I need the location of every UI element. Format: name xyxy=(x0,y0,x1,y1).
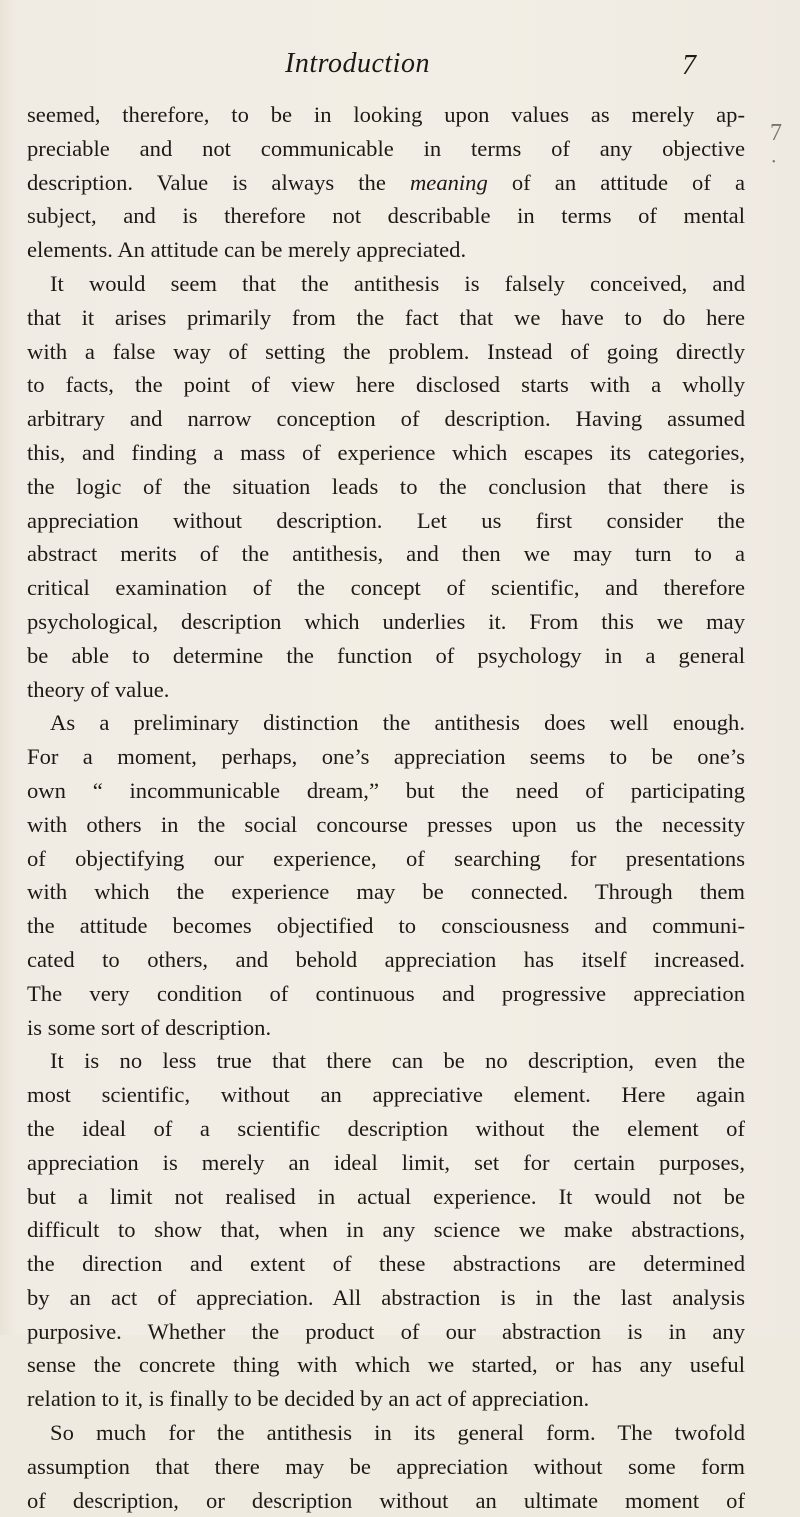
running-title: Introduction xyxy=(285,48,430,79)
text-line: difficult to show that, when in any science we make abstractions, xyxy=(27,1217,745,1243)
text-line: It would seem that the antithesis is falsely conceived, and xyxy=(50,270,745,296)
text-line: of objectifying our experience, of searching for presentations xyxy=(27,845,745,871)
text-line: So much for the antithesis in its general form. The twofold xyxy=(50,1420,745,1446)
text-line: with others in the social concourse presses upon us the necessity xyxy=(27,811,745,837)
text-line: subject, and is therefore not describable in terms of mental xyxy=(27,203,745,229)
text-line: assumption that there may be appreciation without some form xyxy=(27,1453,745,1479)
text-line: sense the concrete thing with which we started, or has any useful xyxy=(27,1352,745,1378)
text-line: the logic of the situation leads to the conclusion that there is xyxy=(27,473,745,499)
text-line: appreciation without description. Let us first consider the xyxy=(27,507,745,533)
text-line: of description, or description without an ultimate moment of xyxy=(27,1487,745,1513)
text-line: cated to others, and behold appreciation has itself increased. xyxy=(27,946,745,972)
text-line: relation to it, is finally to be decided by an act of appreciation. xyxy=(27,1386,590,1412)
text-line: by an act of appreciation. All abstraction is in the last analysis xyxy=(27,1284,745,1310)
text-line: For a moment, perhaps, one’s appreciation seems to be one’s xyxy=(27,744,745,770)
text-line: that it arises primarily from the fact that we have to do here xyxy=(27,304,745,330)
text-line: theory of value. xyxy=(27,676,170,702)
margin-dot: • xyxy=(772,157,776,168)
text-line: As a preliminary distinction the antithesis does well enough. xyxy=(50,710,745,736)
text-line: purposive. Whether the product of our abstraction is in any xyxy=(27,1318,745,1344)
body-text xyxy=(27,98,745,1517)
text-line: abstract merits of the antithesis, and then we may turn to a xyxy=(27,541,745,567)
text-line: The very condition of continuous and progressive appreciation xyxy=(27,980,745,1006)
text-line: the direction and extent of these abstractions are determined xyxy=(27,1251,745,1277)
margin-mark: 7 xyxy=(770,120,782,146)
text-line: psychological, description which underlies it. From this we may xyxy=(27,608,745,634)
text-line: this, and finding a mass of experience which escapes its categories, xyxy=(27,439,745,465)
text-line: critical examination of the concept of scientific, and therefore xyxy=(27,575,745,601)
text-line: be able to determine the function of psychology in a general xyxy=(27,642,745,668)
text-line: with a false way of setting the problem. Instead of going directly xyxy=(27,338,745,364)
text-line: elements. An attitude can be merely appreciated. xyxy=(27,237,467,263)
text-line: appreciation is merely an ideal limit, set for certain purposes, xyxy=(27,1149,745,1175)
text-line: but a limit not realised in actual experience. It would not be xyxy=(27,1183,745,1209)
text-line: own “ incommunicable dream,” but the need of participating xyxy=(27,777,745,803)
text-line: seemed, therefore, to be in looking upon values as merely ap- xyxy=(27,102,745,127)
text-line: the attitude becomes objectified to consciousness and communi- xyxy=(27,913,745,939)
text-line: most scientific, without an appreciative element. Here again xyxy=(27,1082,745,1108)
text-line: is some sort of description. xyxy=(27,1014,272,1040)
text-line: the ideal of a scientific description without the element of xyxy=(27,1115,745,1141)
page-number: 7 xyxy=(682,50,696,81)
page-header xyxy=(0,40,800,90)
text-line: to facts, the point of view here disclosed starts with a wholly xyxy=(27,372,745,398)
text-line: arbitrary and narrow conception of description. Having assumed xyxy=(27,406,745,432)
text-line: description. Value is always the meaning of an attitude of a xyxy=(27,169,745,195)
emphasized-word: meaning xyxy=(409,169,488,195)
text-line: with which the experience may be connected. Through them xyxy=(27,879,745,905)
text-line: preciable and not communicable in terms of any objective xyxy=(27,135,745,161)
text-line: It is no less true that there can be no description, even the xyxy=(50,1048,745,1074)
